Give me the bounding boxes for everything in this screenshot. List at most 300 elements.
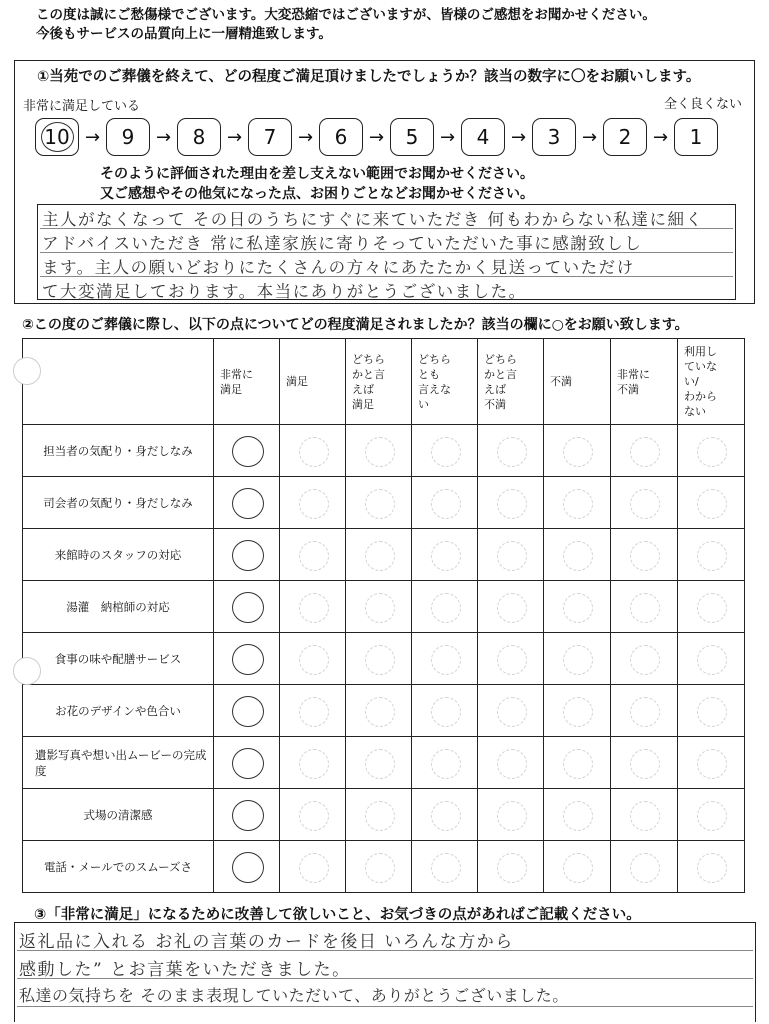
dashed-circle-guide	[497, 593, 527, 623]
rating-cell[interactable]	[544, 841, 611, 893]
row-label: 司会者の気配り・身だしなみ	[23, 477, 214, 529]
dashed-circle-guide	[497, 645, 527, 675]
rating-cell-area	[346, 841, 411, 892]
section-1-satisfaction-box	[14, 60, 755, 304]
column-header-line: 満足	[352, 397, 374, 411]
column-header	[478, 339, 544, 425]
rating-cell[interactable]	[280, 789, 346, 841]
rating-cell-area	[214, 529, 279, 580]
column-header-line: 非常に	[220, 367, 253, 381]
table-row	[23, 789, 745, 841]
rating-cell[interactable]	[611, 529, 678, 581]
rating-cell-area	[611, 425, 677, 476]
rating-cell[interactable]	[478, 685, 544, 737]
dashed-circle-guide	[431, 437, 461, 467]
arrow-icon: →	[581, 126, 598, 148]
column-header-line: どちら	[484, 352, 517, 366]
rating-cell[interactable]	[544, 737, 611, 789]
intro-line-1: この度は誠にご愁傷様でございます。大変恐縮ではございますが、皆様のご感想をお聞かせください。	[36, 7, 656, 23]
row-label: お花のデザインや色合い	[23, 685, 214, 737]
rating-cell-area	[280, 477, 345, 528]
rating-cell[interactable]	[678, 477, 745, 529]
rating-cell[interactable]	[478, 841, 544, 893]
selected-circle-mark	[232, 800, 264, 831]
column-header-line: どちら	[418, 352, 451, 366]
rating-cell[interactable]	[280, 477, 346, 529]
dashed-circle-guide	[431, 697, 461, 727]
rating-cell-area	[611, 633, 677, 684]
dashed-circle-guide	[299, 593, 329, 623]
rating-option-1[interactable]: 1	[674, 118, 718, 156]
rating-cell[interactable]	[544, 529, 611, 581]
punch-hole	[13, 357, 41, 385]
intro-text	[36, 6, 656, 44]
dashed-circle-guide	[697, 801, 727, 831]
dashed-circle-guide	[497, 697, 527, 727]
dashed-circle-guide	[697, 593, 727, 623]
dashed-circle-guide	[630, 697, 660, 727]
rating-cell[interactable]	[412, 477, 478, 529]
dashed-circle-guide	[563, 853, 593, 883]
reason-prompt-line-1: そのように評価された理由を差し支えない範囲でお聞かせください。	[100, 166, 534, 182]
column-header-line: 満足	[220, 382, 242, 396]
rating-cell[interactable]	[214, 477, 280, 529]
dashed-circle-guide	[431, 645, 461, 675]
rating-cell-area	[478, 685, 543, 736]
rating-cell[interactable]	[611, 633, 678, 685]
rating-cell-area	[412, 529, 477, 580]
dashed-circle-guide	[697, 437, 727, 467]
column-header-line: い	[418, 397, 429, 411]
handwritten-line: て大変満足しております。本当にありがとうございました。	[42, 282, 527, 301]
dashed-circle-guide	[563, 541, 593, 571]
table-row	[23, 581, 745, 633]
rating-cell-area	[478, 581, 543, 632]
dashed-circle-guide	[299, 749, 329, 779]
rating-cell[interactable]	[346, 737, 412, 789]
rating-cell-area	[214, 685, 279, 736]
rating-cell[interactable]	[678, 841, 745, 893]
column-header-line: えば	[352, 382, 374, 396]
rating-cell-area	[214, 737, 279, 788]
rating-option-7[interactable]: 7	[248, 118, 292, 156]
rating-cell-area	[678, 685, 744, 736]
column-header-line: 不満	[484, 397, 506, 411]
rating-cell[interactable]	[346, 477, 412, 529]
rating-cell-area	[678, 841, 744, 892]
dashed-circle-guide	[431, 541, 461, 571]
rating-cell[interactable]	[214, 789, 280, 841]
table-row	[23, 633, 745, 685]
rating-cell[interactable]	[280, 685, 346, 737]
rating-cell-area	[544, 737, 610, 788]
column-header-line: どちら	[352, 352, 385, 366]
dashed-circle-guide	[563, 645, 593, 675]
rating-cell[interactable]	[412, 633, 478, 685]
rating-cell-area	[346, 425, 411, 476]
arrow-icon: →	[439, 126, 456, 148]
arrow-icon: →	[368, 126, 385, 148]
rating-cell[interactable]	[280, 581, 346, 633]
rating-cell-area	[346, 529, 411, 580]
dashed-circle-guide	[299, 645, 329, 675]
rating-cell[interactable]	[346, 581, 412, 633]
selected-circle-mark	[232, 488, 264, 519]
rating-cell-area	[346, 633, 411, 684]
rating-option-10[interactable]: 10	[35, 118, 79, 156]
rating-scale	[35, 117, 718, 157]
dashed-circle-guide	[630, 645, 660, 675]
rating-cell-area	[478, 633, 543, 684]
rating-cell[interactable]	[280, 529, 346, 581]
rating-cell[interactable]	[611, 425, 678, 477]
section-2-title: ②この度のご葬儀に際し、以下の点についてどの程度満足されましたか？該当の欄に○をお願い致します。	[22, 317, 689, 333]
rating-cell[interactable]	[478, 737, 544, 789]
reason-prompt-line-2: 又ご感想やその他気になった点、お困りごとなどお聞かせください。	[100, 186, 534, 202]
column-header	[280, 339, 346, 425]
dashed-circle-guide	[299, 437, 329, 467]
rating-cell[interactable]	[678, 581, 745, 633]
dashed-circle-guide	[697, 645, 727, 675]
handwritten-line: ます。主人の願いどおりにたくさんの方々にあたたかく見送っていただけ	[42, 258, 635, 277]
column-header-line: えば	[484, 382, 506, 396]
rating-cell-area	[611, 789, 677, 840]
rating-cell[interactable]	[214, 581, 280, 633]
dashed-circle-guide	[497, 801, 527, 831]
scale-label-low: 全く良くない	[663, 97, 742, 112]
dashed-circle-guide	[365, 645, 395, 675]
rating-cell-area	[412, 841, 477, 892]
dashed-circle-guide	[299, 489, 329, 519]
row-label: 湯灌 納棺師の対応	[23, 581, 214, 633]
dashed-circle-guide	[563, 437, 593, 467]
reason-prompt	[100, 164, 534, 204]
rating-cell-area	[678, 529, 744, 580]
column-header	[346, 339, 412, 425]
rating-cell[interactable]	[346, 425, 412, 477]
rating-cell-area	[280, 737, 345, 788]
rating-cell[interactable]	[412, 685, 478, 737]
column-header-line: 言えな	[418, 382, 451, 396]
rating-cell[interactable]	[412, 737, 478, 789]
dashed-circle-guide	[431, 593, 461, 623]
rating-option-2[interactable]: 2	[603, 118, 647, 156]
rating-cell[interactable]	[214, 685, 280, 737]
rating-cell-area	[544, 685, 610, 736]
column-header-line: 利用し	[684, 345, 717, 358]
arrow-icon: →	[226, 126, 243, 148]
rating-cell-area	[611, 737, 677, 788]
rating-cell[interactable]	[280, 633, 346, 685]
rating-option-3[interactable]: 3	[532, 118, 576, 156]
rating-cell[interactable]	[478, 529, 544, 581]
rating-cell-area	[214, 477, 279, 528]
dashed-circle-guide	[630, 489, 660, 519]
rating-cell[interactable]	[678, 529, 745, 581]
dashed-circle-guide	[497, 489, 527, 519]
rating-cell[interactable]	[214, 529, 280, 581]
rating-cell-area	[544, 789, 610, 840]
handwritten-line: アドバイスいただき 常に私達家族に寄りそっていただいた事に感謝致しし	[42, 234, 643, 253]
rating-cell-area	[678, 581, 744, 632]
rating-cell[interactable]	[346, 841, 412, 893]
dashed-circle-guide	[365, 853, 395, 883]
handwritten-comment-1[interactable]	[37, 204, 736, 300]
punch-hole	[13, 657, 41, 685]
row-label: 来館時のスタッフの対応	[23, 529, 214, 581]
rating-cell-area	[346, 685, 411, 736]
column-header-line: 非常に	[617, 367, 650, 381]
dashed-circle-guide	[697, 853, 727, 883]
selected-circle-mark	[232, 436, 264, 467]
rating-cell[interactable]	[412, 789, 478, 841]
rating-cell[interactable]	[611, 737, 678, 789]
row-label: 担当者の気配り・身だしなみ	[23, 425, 214, 477]
dashed-circle-guide	[497, 541, 527, 571]
rating-cell[interactable]	[611, 841, 678, 893]
dashed-circle-guide	[365, 593, 395, 623]
rating-cell-area	[214, 425, 279, 476]
rating-cell-area	[412, 737, 477, 788]
dashed-circle-guide	[365, 697, 395, 727]
dashed-circle-guide	[630, 749, 660, 779]
dashed-circle-guide	[299, 541, 329, 571]
rating-cell[interactable]	[478, 581, 544, 633]
dashed-circle-guide	[365, 489, 395, 519]
rating-cell-area	[611, 581, 677, 632]
rating-cell-area	[478, 789, 543, 840]
column-header-line: かと言	[352, 367, 385, 381]
rating-cell[interactable]	[544, 633, 611, 685]
column-header	[544, 339, 611, 425]
rating-cell-area	[611, 529, 677, 580]
table-row	[23, 685, 745, 737]
rating-cell[interactable]	[478, 477, 544, 529]
dashed-circle-guide	[365, 749, 395, 779]
dashed-circle-guide	[365, 437, 395, 467]
selected-circle-mark	[232, 748, 264, 779]
ruled-line	[17, 1006, 753, 1007]
arrow-icon: →	[84, 126, 101, 148]
dashed-circle-guide	[431, 749, 461, 779]
rating-option-5[interactable]: 5	[390, 118, 434, 156]
rating-cell-area	[280, 789, 345, 840]
rating-cell-area	[544, 425, 610, 476]
intro-line-2: 今後もサービスの品質向上に一層精進致します。	[36, 26, 332, 42]
column-header-line: わから	[684, 390, 717, 403]
column-header	[611, 339, 678, 425]
rating-cell-area	[478, 425, 543, 476]
rating-cell[interactable]	[346, 685, 412, 737]
rating-cell-area	[346, 737, 411, 788]
dashed-circle-guide	[697, 489, 727, 519]
column-header-line: ない	[684, 405, 706, 418]
handwritten-line: 感動した” とお言葉をいただきました。	[19, 960, 351, 980]
column-header-line: 不満	[550, 375, 572, 388]
dashed-circle-guide	[563, 749, 593, 779]
dashed-circle-guide	[563, 593, 593, 623]
rating-cell[interactable]	[678, 737, 745, 789]
dashed-circle-guide	[299, 853, 329, 883]
rating-cell-area	[280, 685, 345, 736]
rating-cell-area	[611, 477, 677, 528]
dashed-circle-guide	[697, 697, 727, 727]
rating-cell-area	[280, 841, 345, 892]
rating-cell[interactable]	[678, 425, 745, 477]
rating-cell[interactable]	[478, 425, 544, 477]
column-header-line: ていな	[684, 360, 717, 373]
column-header-line: 不満	[617, 382, 639, 396]
satisfaction-table	[22, 338, 745, 893]
handwritten-line: 私達の気持ちを そのまま表現していただいて、ありがとうございました。	[19, 986, 569, 1005]
rating-cell-area	[346, 581, 411, 632]
rating-cell[interactable]	[544, 581, 611, 633]
dashed-circle-guide	[563, 697, 593, 727]
rating-cell-area	[412, 425, 477, 476]
handwritten-line: 主人がなくなって その日のうちにすぐに来ていただき 何もわからない私達に細く	[42, 210, 704, 229]
dashed-circle-guide	[431, 801, 461, 831]
rating-cell-area	[544, 633, 610, 684]
dashed-circle-guide	[630, 437, 660, 467]
selected-circle-mark	[232, 696, 264, 727]
rating-cell[interactable]	[214, 737, 280, 789]
rating-cell[interactable]	[544, 425, 611, 477]
selected-circle-mark	[232, 644, 264, 675]
rating-cell-area	[280, 529, 345, 580]
handwritten-line: 返礼品に入れる お礼の言葉のカードを後日 いろんな方から	[19, 932, 514, 952]
table-row	[23, 477, 745, 529]
rating-cell[interactable]	[280, 841, 346, 893]
rating-cell-area	[214, 841, 279, 892]
column-header-line: かと言	[484, 367, 517, 381]
section-3-title: ③「非常に満足」になるために改善して欲しいこと、お気づきの点があればご記載ください。	[34, 907, 641, 923]
column-header	[678, 339, 745, 425]
rating-cell-area	[214, 581, 279, 632]
dashed-circle-guide	[563, 801, 593, 831]
rating-cell-area	[214, 633, 279, 684]
row-label: 式場の清潔感	[23, 789, 214, 841]
rating-cell[interactable]	[346, 529, 412, 581]
dashed-circle-guide	[299, 801, 329, 831]
rating-cell-area	[544, 477, 610, 528]
rating-cell[interactable]	[611, 581, 678, 633]
dashed-circle-guide	[697, 541, 727, 571]
rating-cell-area	[412, 477, 477, 528]
dashed-circle-guide	[630, 593, 660, 623]
row-label: 食事の味や配膳サービス	[23, 633, 214, 685]
rating-cell-area	[611, 685, 677, 736]
rating-cell[interactable]	[412, 841, 478, 893]
rating-cell[interactable]	[214, 841, 280, 893]
rating-cell[interactable]	[478, 789, 544, 841]
arrow-icon: →	[155, 126, 172, 148]
rating-cell[interactable]	[544, 685, 611, 737]
rating-cell-area	[346, 477, 411, 528]
rating-option-9[interactable]: 9	[106, 118, 150, 156]
rating-cell[interactable]	[611, 685, 678, 737]
rating-cell[interactable]	[346, 633, 412, 685]
rating-cell[interactable]	[346, 789, 412, 841]
selected-circle-mark	[232, 540, 264, 571]
rating-cell-area	[678, 737, 744, 788]
rating-cell-area	[478, 841, 543, 892]
arrow-icon: →	[510, 126, 527, 148]
dashed-circle-guide	[365, 801, 395, 831]
rating-cell-area	[346, 789, 411, 840]
scale-label-high: 非常に満足している	[23, 99, 141, 114]
rating-cell[interactable]	[412, 425, 478, 477]
column-header-line: い/	[684, 375, 699, 388]
rating-cell-area	[544, 529, 610, 580]
rating-cell-area	[544, 581, 610, 632]
dashed-circle-guide	[365, 541, 395, 571]
rating-option-6[interactable]: 6	[319, 118, 363, 156]
dashed-circle-guide	[299, 697, 329, 727]
table-row	[23, 841, 745, 893]
row-label: 電話・メールでのスムーズさ	[23, 841, 214, 893]
dashed-circle-guide	[431, 853, 461, 883]
arrow-icon: →	[652, 126, 669, 148]
rating-cell[interactable]	[678, 789, 745, 841]
rating-cell[interactable]	[280, 737, 346, 789]
rating-cell[interactable]	[678, 633, 745, 685]
rating-option-4[interactable]: 4	[461, 118, 505, 156]
rating-cell[interactable]	[611, 477, 678, 529]
rating-cell-area	[280, 633, 345, 684]
table-row	[23, 425, 745, 477]
dashed-circle-guide	[630, 541, 660, 571]
dashed-circle-guide	[630, 853, 660, 883]
rating-cell-area	[412, 633, 477, 684]
table-row	[23, 529, 745, 581]
rating-cell[interactable]	[478, 633, 544, 685]
rating-cell-area	[280, 581, 345, 632]
dashed-circle-guide	[497, 749, 527, 779]
arrow-icon: →	[297, 126, 314, 148]
dashed-circle-guide	[697, 749, 727, 779]
selected-circle-mark	[232, 852, 264, 883]
rating-cell-area	[478, 477, 543, 528]
dashed-circle-guide	[431, 489, 461, 519]
rating-cell-area	[280, 425, 345, 476]
rating-cell-area	[412, 685, 477, 736]
rating-cell-area	[214, 789, 279, 840]
rating-cell[interactable]	[412, 529, 478, 581]
rating-cell-area	[678, 425, 744, 476]
rating-cell[interactable]	[280, 425, 346, 477]
rating-cell-area	[478, 737, 543, 788]
rating-cell-area	[678, 789, 744, 840]
rating-cell[interactable]	[412, 581, 478, 633]
rating-cell[interactable]	[544, 477, 611, 529]
rating-cell[interactable]	[678, 685, 745, 737]
rating-cell[interactable]	[544, 789, 611, 841]
rating-cell-area	[412, 581, 477, 632]
rating-cell-area	[611, 841, 677, 892]
rating-option-8[interactable]: 8	[177, 118, 221, 156]
rating-cell[interactable]	[214, 633, 280, 685]
column-header	[412, 339, 478, 425]
header-blank	[23, 339, 214, 425]
rating-cell-area	[478, 529, 543, 580]
rating-cell-area	[678, 633, 744, 684]
handwritten-comment-3[interactable]	[14, 922, 756, 1022]
rating-cell-area	[544, 841, 610, 892]
rating-cell[interactable]	[611, 789, 678, 841]
rating-cell[interactable]	[214, 425, 280, 477]
dashed-circle-guide	[497, 437, 527, 467]
column-header-line: 満足	[286, 375, 308, 388]
